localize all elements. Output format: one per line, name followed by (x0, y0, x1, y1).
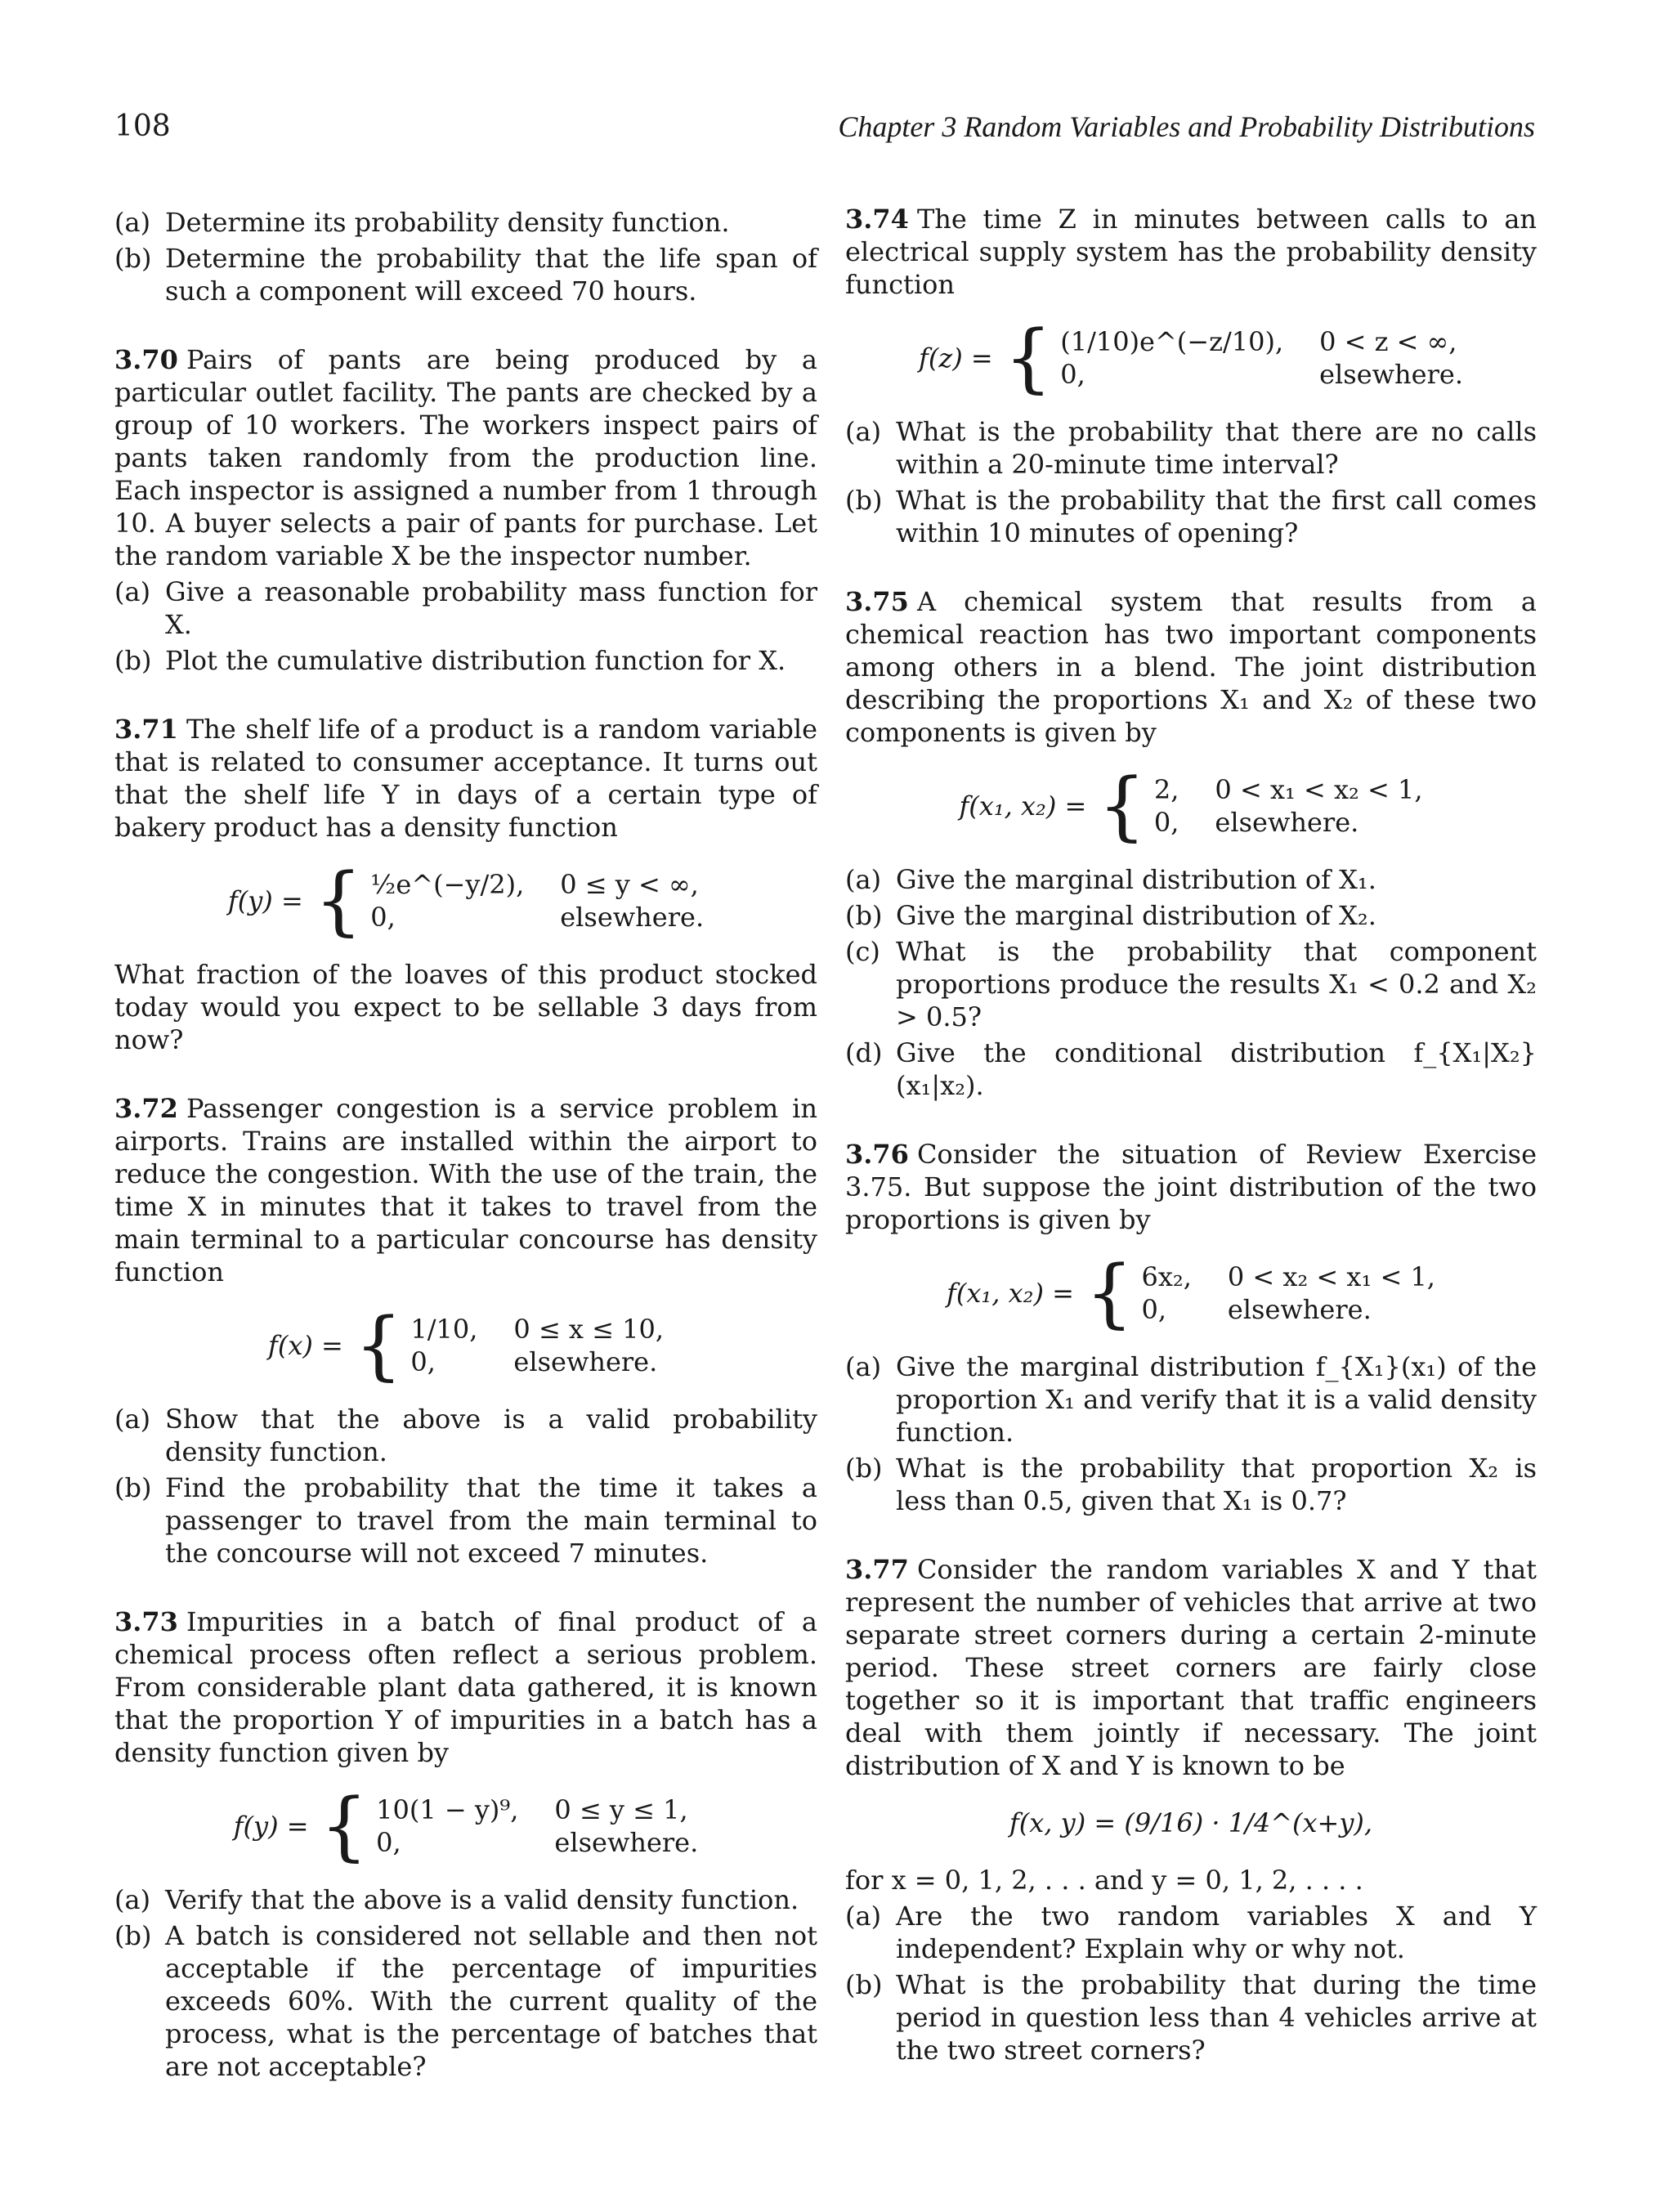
exercise-text: Consider the situation of Review Exercise 3.75. But suppose the joint distribution of the two proportions is given by (845, 1139, 1537, 1235)
list-item: (a) Give the marginal distribution of X₁. (845, 864, 1376, 895)
list-item: (b) What is the probability that the first call comes within 10 minutes of opening? (845, 485, 1537, 549)
list-item: (b) Plot the cumulative distribution function for X. (114, 645, 786, 676)
exercise-number: 3.74 (845, 204, 909, 235)
exercise-number: 3.73 (114, 1606, 178, 1637)
exercise-3-74 (845, 203, 1537, 549)
left-column (114, 203, 817, 2119)
exercise-3-72 (114, 1092, 817, 1569)
exercise-text: Impurities in a batch of final product of a chemical process often reflect a serious problem. From considerable plant data gathered, it is known that the proportion Y of impurities in a batch has a density function given by (114, 1606, 817, 1768)
exercise-text: Pairs of pants are being produced by a particular outlet facility. The pants are checked by a group of 10 workers. The workers inspect pairs of pants taken randomly from the production line. Each inspector is assigned a number from 1 through 10. A buyer selects a pair of pants for purchase. Let the random variable X be the inspector number. (114, 344, 817, 571)
formula-domain: for x = 0, 1, 2, . . . and y = 0, 1, 2, . . . . (845, 1865, 1363, 1896)
list-item: (d) Give the conditional distribution f_{X₁|X₂}(x₁|x₂). (845, 1037, 1537, 1101)
exercise-text: Consider the random variables X and Y that represent the number of vehicles that arrive at two separate street corners during a certain 2-minute period. These street corners are fairly close together so it is important that traffic engineers deal with them jointly if necessary. The joint distribution of X and Y is known to be (845, 1554, 1537, 1781)
exercise-number: 3.72 (114, 1093, 178, 1124)
density-formula: f(y) = { ½e^(−y/2), 0 ≤ y < ∞, 0, elsewhere. (227, 857, 705, 944)
exercise-number: 3.75 (845, 586, 909, 617)
exercise-text: The time Z in minutes between calls to an electrical supply system has the probability density function (845, 204, 1537, 300)
exercise-3-75 (845, 585, 1537, 1102)
list-item: (a) Determine its probability density function. (114, 207, 730, 238)
exercise-3-73 (114, 1605, 817, 2083)
list-item: (b) What is the probability that during the time period in question less than 4 vehicles arrive at the two street corners? (845, 1969, 1537, 2066)
density-formula: f(z) = { (1/10)e^(−z/10), 0 < z < ∞, 0, elsewhere. (919, 314, 1463, 401)
exercise-text: Passenger congestion is a service problem in airports. Trains are installed within the airport to reduce the congestion. With the use of the train, the time X in minutes that it takes to travel from the main terminal to a particular concourse has density function (114, 1093, 817, 1287)
right-column (845, 203, 1537, 2102)
joint-density-formula: f(x₁, x₂) = { 2, 0 < x₁ < x₂ < 1, 0, elsewhere. (959, 762, 1423, 849)
density-formula: f(x) = { 1/10, 0 ≤ x ≤ 10, 0, elsewhere. (267, 1301, 665, 1389)
list-item: (a) Are the two random variables X and Y independent? Explain why or why not. (845, 1901, 1537, 1964)
exercise-text: The shelf life of a product is a random variable that is related to consumer acceptance. It turns out that the shelf life Y in days of a certain type of bakery product has a density function (114, 714, 817, 843)
joint-pmf-formula: f(x, y) = (9/16) · 1/4^(x+y), (1009, 1807, 1373, 1838)
list-item: (b) Give the marginal distribution of X₂. (845, 900, 1376, 931)
list-item: (a) Give a reasonable probability mass function for X. (114, 576, 817, 640)
exercise-number: 3.76 (845, 1139, 909, 1170)
list-item: (b) A batch is considered not sellable and then not acceptable if the percentage of impurities exceeds 60%. With the current quality of the process, what is the percentage of batches that are not acceptable? (114, 1920, 817, 2082)
exercise-continuation (114, 206, 817, 307)
list-item: (a) What is the probability that there are no calls within a 20-minute time interval? (845, 416, 1537, 480)
exercise-3-71 (114, 713, 817, 1056)
running-head: Chapter 3 Random Variables and Probability Distributions (838, 110, 1535, 143)
list-item: (a) Give the marginal distribution f_{X₁}(x₁) of the proportion X₁ and verify that it is a valid density function. (845, 1351, 1537, 1448)
exercise-number: 3.70 (114, 344, 178, 375)
exercise-3-76 (845, 1138, 1537, 1517)
list-item: (a) Show that the above is a valid probability density function. (114, 1404, 817, 1467)
exercise-3-77 (845, 1553, 1537, 2066)
list-item: (b) Determine the probability that the life span of such a component will exceed 70 hours. (114, 243, 817, 307)
exercise-number: 3.71 (114, 714, 178, 745)
exercise-question: What fraction of the loaves of this product stocked today would you expect to be sellable 3 days from now? (114, 959, 817, 1055)
list-item: (b) What is the probability that proportion X₂ is less than 0.5, given that X₁ is 0.7? (845, 1453, 1537, 1516)
exercise-3-70 (114, 343, 817, 677)
list-item: (b) Find the probability that the time it takes a passenger to travel from the main terminal to the concourse will not exceed 7 minutes. (114, 1472, 817, 1569)
joint-density-formula: f(x₁, x₂) = { 6x₂, 0 < x₂ < x₁ < 1, 0, elsewhere. (947, 1249, 1435, 1337)
exercise-number: 3.77 (845, 1554, 909, 1585)
density-formula: f(y) = { 10(1 − y)⁹, 0 ≤ y ≤ 1, 0, elsewhere. (233, 1782, 699, 1869)
page-number: 108 (114, 110, 171, 143)
list-item: (c) What is the probability that component proportions produce the results X₁ < 0.2 and X₂ > 0.5? (845, 936, 1537, 1032)
exercise-text: A chemical system that results from a chemical reaction has two important components among others in a blend. The joint distribution describing the proportions X₁ and X₂ of these two components is given by (845, 586, 1537, 748)
list-item: (a) Verify that the above is a valid density function. (114, 1884, 799, 1915)
